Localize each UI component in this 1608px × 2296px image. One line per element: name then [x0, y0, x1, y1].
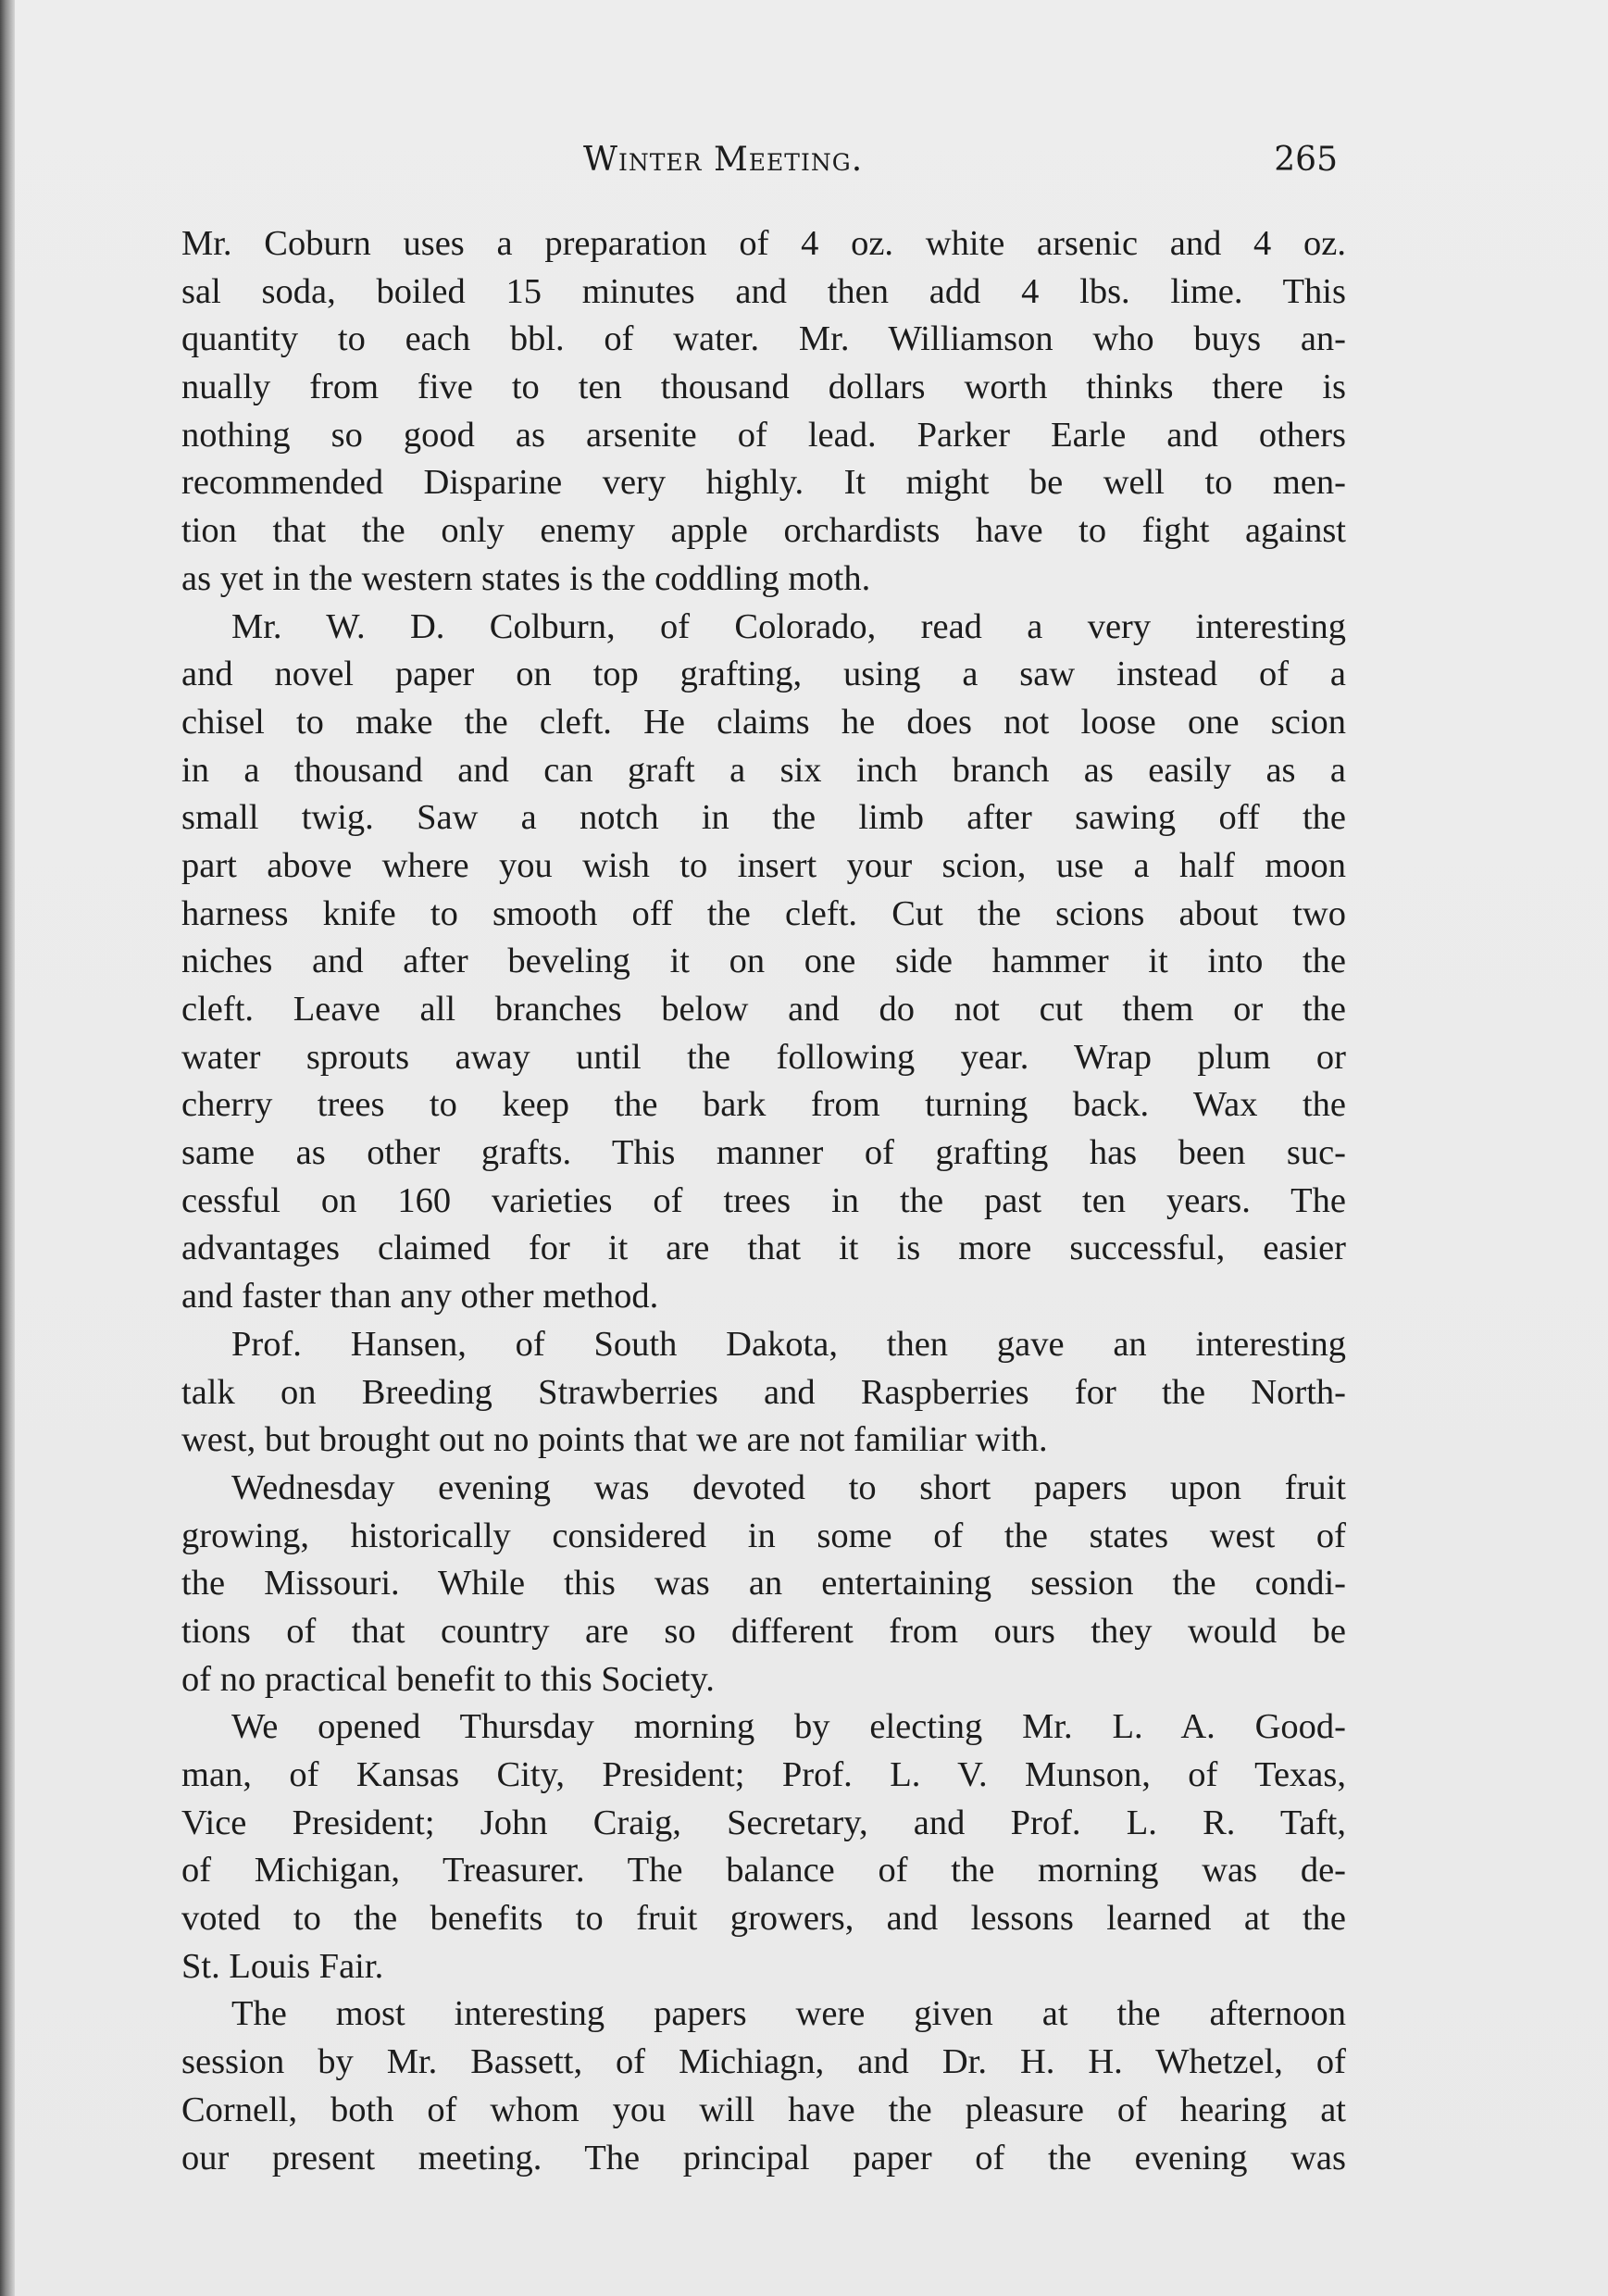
- text-line: voted to the benefits to fruit growers, and lessons learned at the: [181, 1899, 1346, 1939]
- binding-shadow: [0, 0, 15, 2296]
- page-number: 265: [1274, 141, 1338, 179]
- text-line: Wednesday evening was devoted to short papers upon fruit: [231, 1467, 1346, 1507]
- text-line: harness knife to smooth off the cleft. Cut the scions about two: [181, 893, 1346, 933]
- text-line: The most interesting papers were given at the afternoon: [231, 1994, 1346, 2034]
- text-line: chisel to make the cleft. He claims he does not loose one scion: [181, 702, 1346, 742]
- text-line: cessful on 160 varieties of trees in the past ten years. The: [181, 1180, 1346, 1220]
- text-line: St. Louis Fair.: [181, 1946, 384, 1986]
- text-line: man, of Kansas City, President; Prof. L. V. Munson, of Texas,: [181, 1755, 1346, 1794]
- text-line: cherry trees to keep the bark from turning back. Wax the: [181, 1085, 1346, 1125]
- text-line: advantages claimed for it are that it is more successful, easier: [181, 1229, 1346, 1268]
- text-line: our present meeting. The principal paper of the evening was: [181, 2138, 1346, 2177]
- text-line: niches and after beveling it on one side hammer it into the: [181, 942, 1346, 981]
- text-line: cleft. Leave all branches below and do not cut them or the: [181, 990, 1346, 1029]
- text-line: session by Mr. Bassett, of Michiagn, and Dr. H. H. Whetzel, of: [181, 2042, 1346, 2082]
- text-line: and faster than any other method.: [181, 1277, 659, 1316]
- text-line: same as other grafts. This manner of grafting has been suc-: [181, 1133, 1346, 1173]
- text-line: small twig. Saw a notch in the limb after sawing off the: [181, 798, 1346, 838]
- text-line: Mr. W. D. Colburn, of Colorado, read a very interesting: [231, 606, 1346, 646]
- text-line: as yet in the western states is the coddling moth.: [181, 558, 871, 598]
- text-line: the Missouri. While this was an entertaining session the condi-: [181, 1564, 1346, 1603]
- text-line: quantity to each bbl. of water. Mr. Williamson who buys an-: [181, 319, 1346, 359]
- running-head: Winter Meeting.: [583, 141, 864, 179]
- text-line: water sprouts away until the following year. Wrap plum or: [181, 1037, 1346, 1077]
- text-line: nothing so good as arsenite of lead. Parker Earle and others: [181, 415, 1346, 455]
- text-line: tion that the only enemy apple orchardists have to fight against: [181, 511, 1346, 551]
- text-line: west, but brought out no points that we are not familiar with.: [181, 1420, 1048, 1460]
- text-line: nually from five to ten thousand dollars worth thinks there is: [181, 368, 1346, 407]
- body-text: [181, 220, 1346, 2182]
- text-line: and novel paper on top grafting, using a saw instead of a: [181, 655, 1346, 694]
- text-line: We opened Thursday morning by electing Mr. L. A. Good-: [231, 1707, 1346, 1747]
- text-line: part above where you wish to insert your scion, use a half moon: [181, 845, 1346, 885]
- text-line: recommended Disparine very highly. It might be well to men-: [181, 463, 1346, 503]
- text-line: of no practical benefit to this Society.: [181, 1659, 715, 1699]
- text-line: Prof. Hansen, of South Dakota, then gave an interesting: [231, 1324, 1346, 1364]
- text-line: growing, historically considered in some of the states west of: [181, 1516, 1346, 1555]
- text-line: talk on Breeding Strawberries and Raspberries for the North-: [181, 1372, 1346, 1412]
- text-line: tions of that country are so different from ours they would be: [181, 1611, 1346, 1651]
- page-header: [190, 141, 1338, 187]
- text-line: in a thousand and can graft a six inch branch as easily as a: [181, 750, 1346, 790]
- text-line: sal soda, boiled 15 minutes and then add 4 lbs. lime. This: [181, 271, 1346, 311]
- text-line: of Michigan, Treasurer. The balance of the morning was de-: [181, 1851, 1346, 1890]
- text-line: Vice President; John Craig, Secretary, and Prof. L. R. Taft,: [181, 1803, 1346, 1842]
- text-line: Mr. Coburn uses a preparation of 4 oz. white arsenic and 4 oz.: [181, 224, 1346, 263]
- text-line: Cornell, both of whom you will have the pleasure of hearing at: [181, 2090, 1346, 2129]
